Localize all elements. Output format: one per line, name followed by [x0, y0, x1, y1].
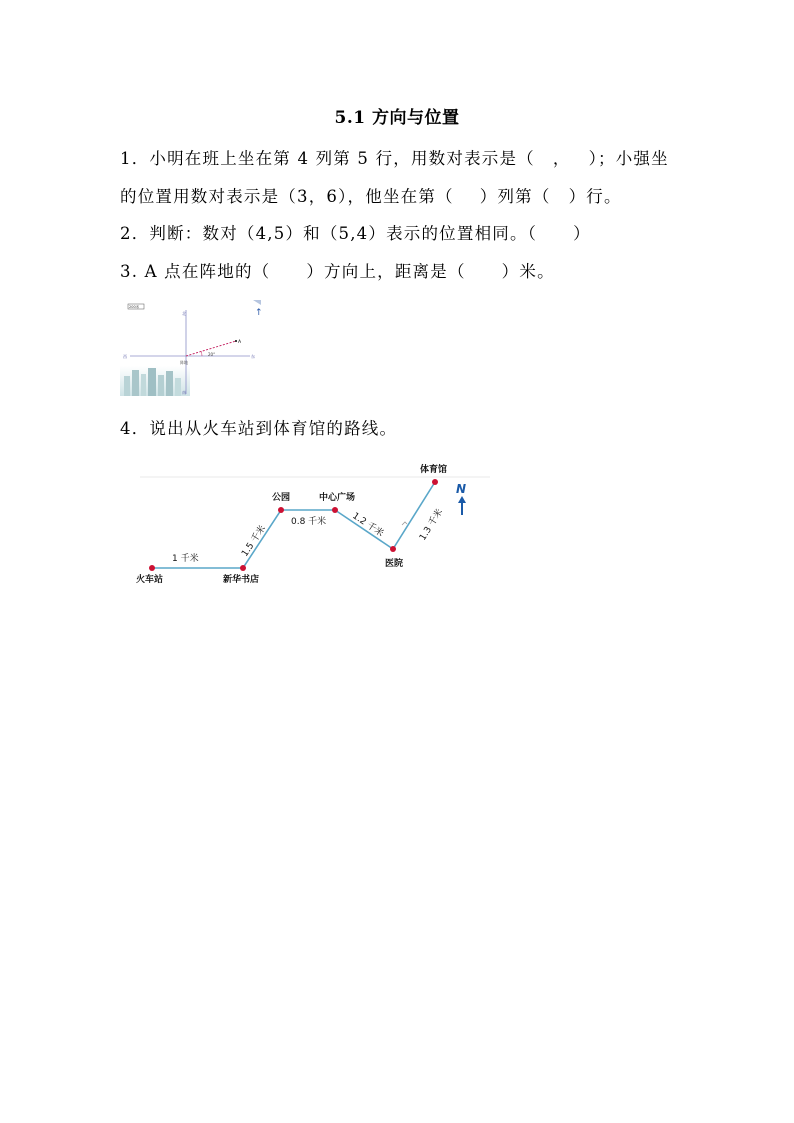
route-map — [130, 455, 500, 590]
west-label: 西 — [123, 354, 127, 359]
north-arrow-icon: ↑ — [255, 308, 263, 318]
node-park — [278, 507, 284, 513]
question-2-text: ） — [573, 224, 591, 243]
question-3-text: ）米。 — [501, 262, 555, 281]
park-label: 公园 — [272, 493, 291, 503]
distance-label-3: 0.8 千米 — [291, 517, 327, 527]
distance-label-2: 1.5 千米 — [240, 523, 269, 559]
gym-label: 体育馆 — [420, 465, 448, 475]
position-diagram — [118, 296, 268, 396]
node-plaza — [332, 507, 338, 513]
north-label: N — [456, 482, 467, 496]
question-3-text: 3. A 点在阵地的（ — [120, 262, 271, 281]
point-a-label: A — [238, 340, 242, 345]
scale-label: 200米 — [129, 305, 140, 309]
question-1-text: ）列第（ — [479, 187, 551, 206]
node-station — [149, 565, 155, 571]
question-4-text: 4．说出从火车站到体育馆的路线。 — [120, 419, 398, 438]
question-1-text: ， — [552, 149, 571, 168]
north-label: 北 — [182, 311, 186, 316]
node-bookstore — [240, 565, 246, 571]
angle-arc — [201, 351, 202, 356]
hospital-label: 医院 — [385, 559, 404, 569]
question-1-text: ）；小强坐 — [588, 149, 669, 168]
city-skyline-image — [120, 366, 190, 396]
angle-label: 20° — [208, 352, 216, 357]
question-3 — [120, 258, 555, 282]
distance-label-4: 1.2 千米 — [350, 511, 386, 540]
question-3-text: ）方向上，距离是（ — [306, 262, 466, 281]
question-1-text: 的位置用数对表示是（3，6），他坐在第（ — [120, 187, 454, 206]
south-label: 南 — [182, 390, 186, 395]
terrain-mark-icon — [402, 522, 407, 525]
question-2 — [120, 220, 591, 244]
question-1-line-1 — [120, 145, 669, 169]
question-1-text: ）行。 — [568, 187, 622, 206]
question-1-text: 1．小明在班上坐在第 4 列第 5 行，用数对表示是（ — [120, 149, 535, 168]
station-label: 火车站 — [136, 575, 164, 585]
east-label: 东 — [251, 354, 255, 359]
north-arrow-icon — [458, 496, 466, 515]
origin-label: 阵地 — [180, 360, 188, 365]
plaza-label: 中心广场 — [319, 493, 356, 503]
distance-label-1: 1 千米 — [172, 554, 199, 564]
page-title: 5.1 方向与位置 — [334, 108, 460, 128]
question-2-text: 2．判断：数对（4,5）和（5,4）表示的位置相同。（ — [120, 224, 538, 243]
node-hospital — [390, 546, 396, 552]
distance-label-5: 1.3 千米 — [418, 507, 446, 543]
north-flag-icon — [253, 300, 261, 305]
point-a — [235, 340, 237, 342]
question-1-line-2 — [120, 183, 622, 207]
node-gym — [432, 479, 438, 485]
bookstore-label: 新华书店 — [223, 575, 260, 585]
question-4 — [120, 415, 397, 439]
